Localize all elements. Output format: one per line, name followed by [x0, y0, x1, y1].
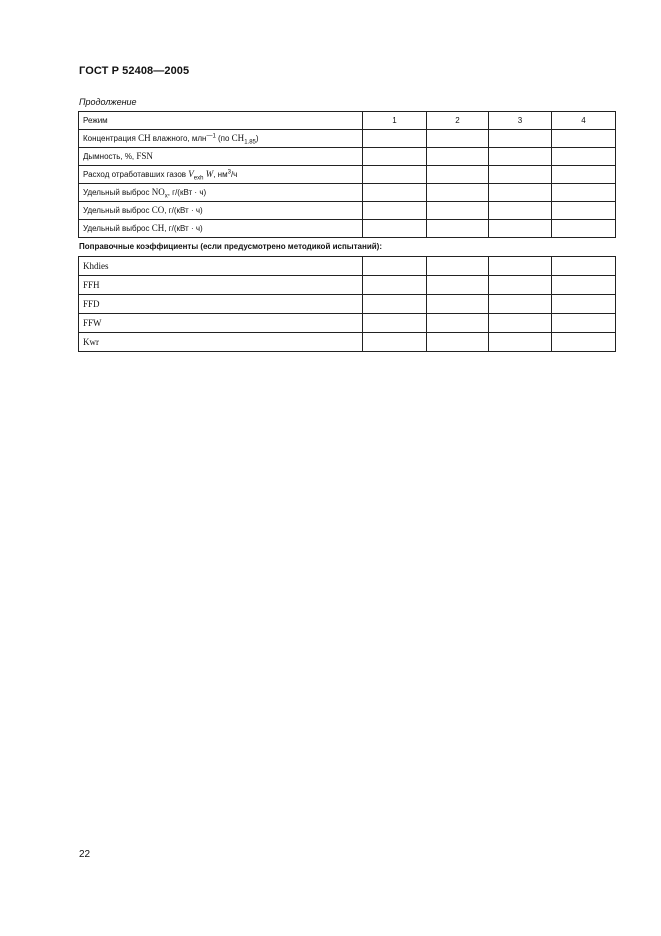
- table-row: [79, 148, 616, 166]
- factor-label: FFW: [79, 314, 363, 333]
- factor-label: Kwr: [79, 333, 363, 352]
- table-cell: [363, 166, 427, 184]
- table-cell: [363, 148, 427, 166]
- document-header: ГОСТ Р 52408—2005: [79, 65, 190, 77]
- correction-factors-heading: Поправочные коэффициенты (если предусмотрено методикой испытаний):: [79, 242, 382, 251]
- table-cell: [489, 166, 552, 184]
- row-label-ch-concentration: Концентрация CH влажного, млн$^{—1}$ (по $CH_{1.85}$): [79, 130, 363, 148]
- table-row: [79, 295, 616, 314]
- mode-2-header: 2: [427, 112, 489, 130]
- measurement-table: [78, 111, 616, 238]
- correction-factors-table: [78, 256, 616, 352]
- table-cell: [363, 295, 427, 314]
- mode-1-header: 1: [363, 112, 427, 130]
- table-row: [79, 130, 616, 148]
- table-cell: [489, 276, 552, 295]
- mode-header: Режим: [79, 112, 363, 130]
- table-cell: [363, 333, 427, 352]
- table-cell: [552, 166, 616, 184]
- table-row: [79, 220, 616, 238]
- table-cell: [427, 166, 489, 184]
- table-cell: [363, 202, 427, 220]
- table-cell: [552, 148, 616, 166]
- table-cell: [427, 276, 489, 295]
- table-cell: [489, 148, 552, 166]
- table-cell: [363, 130, 427, 148]
- mode-4-header: 4: [552, 112, 616, 130]
- table-cell: [552, 333, 616, 352]
- table-cell: [363, 220, 427, 238]
- factor-label: FFH: [79, 276, 363, 295]
- table-cell: [489, 314, 552, 333]
- table-cell: [427, 148, 489, 166]
- table-cell: [489, 257, 552, 276]
- table-cell: [427, 295, 489, 314]
- table-cell: [489, 220, 552, 238]
- table-row: [79, 184, 616, 202]
- table-cell: [552, 295, 616, 314]
- table-cell: [427, 202, 489, 220]
- factor-label: Khdies: [79, 257, 363, 276]
- mode-3-header: 3: [489, 112, 552, 130]
- table-header-row: [79, 112, 616, 130]
- row-label-ch: Удельный выброс CH, г/(кВт · ч): [79, 220, 363, 238]
- table-cell: [427, 333, 489, 352]
- factor-label: FFD: [79, 295, 363, 314]
- row-label-co: Удельный выброс CO, г/(кВт · ч): [79, 202, 363, 220]
- table-cell: [427, 257, 489, 276]
- table-row: [79, 276, 616, 295]
- table-cell: [363, 184, 427, 202]
- table-cell: [427, 314, 489, 333]
- continuation-label: Продолжение: [79, 97, 137, 107]
- table-row: [79, 166, 616, 184]
- table-cell: [489, 295, 552, 314]
- table-cell: [363, 257, 427, 276]
- row-label-exhaust-flow: Расход отработавших газов $V_{exh}$ W, $нм^3/ч$: [79, 166, 363, 184]
- table-cell: [427, 220, 489, 238]
- table-cell: [552, 220, 616, 238]
- row-label-smoke: Дымность, %, FSN: [79, 148, 363, 166]
- table-cell: [552, 314, 616, 333]
- page-number: 22: [79, 849, 91, 860]
- table-cell: [552, 202, 616, 220]
- row-label-nox: Удельный выброс $NO_x$, г/(кВт · ч): [79, 184, 363, 202]
- table-row: [79, 333, 616, 352]
- table-row: [79, 202, 616, 220]
- table-cell: [552, 257, 616, 276]
- table-cell: [489, 184, 552, 202]
- table-cell: [552, 184, 616, 202]
- table-cell: [427, 130, 489, 148]
- table-cell: [552, 276, 616, 295]
- table-row: [79, 257, 616, 276]
- table-cell: [363, 314, 427, 333]
- table-cell: [552, 130, 616, 148]
- table-row: [79, 314, 616, 333]
- table-cell: [489, 202, 552, 220]
- table-cell: [427, 184, 489, 202]
- table-cell: [363, 276, 427, 295]
- table-cell: [489, 333, 552, 352]
- table-cell: [489, 130, 552, 148]
